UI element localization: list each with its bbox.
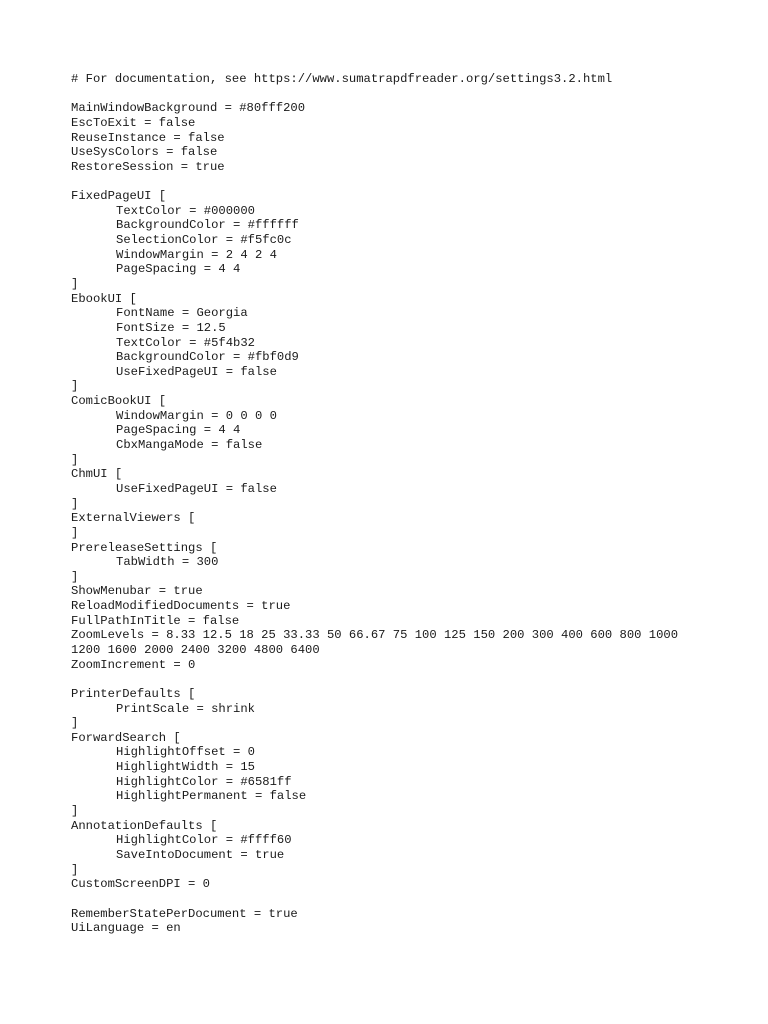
text-line: ] (71, 276, 79, 291)
settings-text (71, 72, 751, 936)
text-line: CustomScreenDPI = 0 (71, 877, 210, 892)
text-line: BackgroundColor = #fbf0d9 (116, 350, 299, 365)
text-line: UseSysColors = false (71, 145, 218, 160)
text-line: ComicBookUI [ (71, 394, 167, 409)
text-line: PageSpacing = 4 4 (116, 262, 241, 277)
text-line: ReloadModifiedDocuments = true (71, 599, 291, 614)
text-line: WindowMargin = 0 0 0 0 (116, 408, 277, 423)
text-line: ExternalViewers [ (71, 511, 196, 526)
text-line: ZoomLevels = 8.33 12.5 18 25 33.33 50 66.67 75 100 125 150 200 300 400 600 800 1000 (71, 628, 679, 643)
text-line: TabWidth = 300 (116, 555, 219, 570)
text-line: EbookUI [ (71, 291, 137, 306)
text-line: ] (71, 862, 79, 877)
text-line: SelectionColor = #f5fc0c (116, 233, 292, 248)
blank-line (71, 892, 751, 907)
text-line: PrinterDefaults [ (71, 686, 196, 701)
text-line: 1200 1600 2000 2400 3200 4800 6400 (71, 642, 320, 657)
text-line: PageSpacing = 4 4 (116, 423, 241, 438)
text-line: HighlightColor = #ffff60 (116, 833, 292, 848)
text-line: HighlightWidth = 15 (116, 760, 255, 775)
text-line: PrereleaseSettings [ (71, 540, 218, 555)
text-line: ForwardSearch [ (71, 730, 181, 745)
text-line: ] (71, 452, 79, 467)
text-line: UseFixedPageUI = false (116, 364, 277, 379)
text-line: SaveIntoDocument = true (116, 847, 285, 862)
text-line: ShowMenubar = true (71, 584, 203, 599)
text-line: HighlightColor = #6581ff (116, 774, 292, 789)
text-line: BackgroundColor = #ffffff (116, 218, 299, 233)
text-line: ReuseInstance = false (71, 130, 225, 145)
text-line: ] (71, 716, 79, 731)
text-line: CbxMangaMode = false (116, 438, 263, 453)
text-line: FixedPageUI [ (71, 189, 167, 204)
text-line: FontSize = 12.5 (116, 320, 226, 335)
text-line: WindowMargin = 2 4 2 4 (116, 247, 277, 262)
text-line: HighlightPermanent = false (116, 789, 307, 804)
text-line: FontName = Georgia (116, 306, 248, 321)
text-line: UiLanguage = en (71, 921, 181, 936)
text-line: ] (71, 379, 79, 394)
text-line: ] (71, 569, 79, 584)
blank-line (71, 174, 751, 189)
text-line: RestoreSession = true (71, 159, 225, 174)
text-line: RememberStatePerDocument = true (71, 906, 298, 921)
blank-line (71, 672, 751, 687)
text-line: UseFixedPageUI = false (116, 481, 277, 496)
text-line: ] (71, 496, 79, 511)
text-line: ChmUI [ (71, 467, 123, 482)
text-line: AnnotationDefaults [ (71, 818, 218, 833)
text-line: FullPathInTitle = false (71, 613, 240, 628)
text-line: HighlightOffset = 0 (116, 745, 255, 760)
text-line: ] (71, 525, 79, 540)
text-line: ] (71, 804, 79, 819)
text-line: EscToExit = false (71, 115, 196, 130)
text-line: TextColor = #5f4b32 (116, 335, 255, 350)
text-line: TextColor = #000000 (116, 203, 255, 218)
text-line: # For documentation, see https://www.sumatrapdfreader.org/settings3.2.html (71, 72, 613, 86)
text-line: ZoomIncrement = 0 (71, 657, 196, 672)
text-line: MainWindowBackground = #80fff200 (71, 101, 306, 116)
blank-line (71, 87, 751, 102)
text-line: PrintScale = shrink (116, 701, 255, 716)
